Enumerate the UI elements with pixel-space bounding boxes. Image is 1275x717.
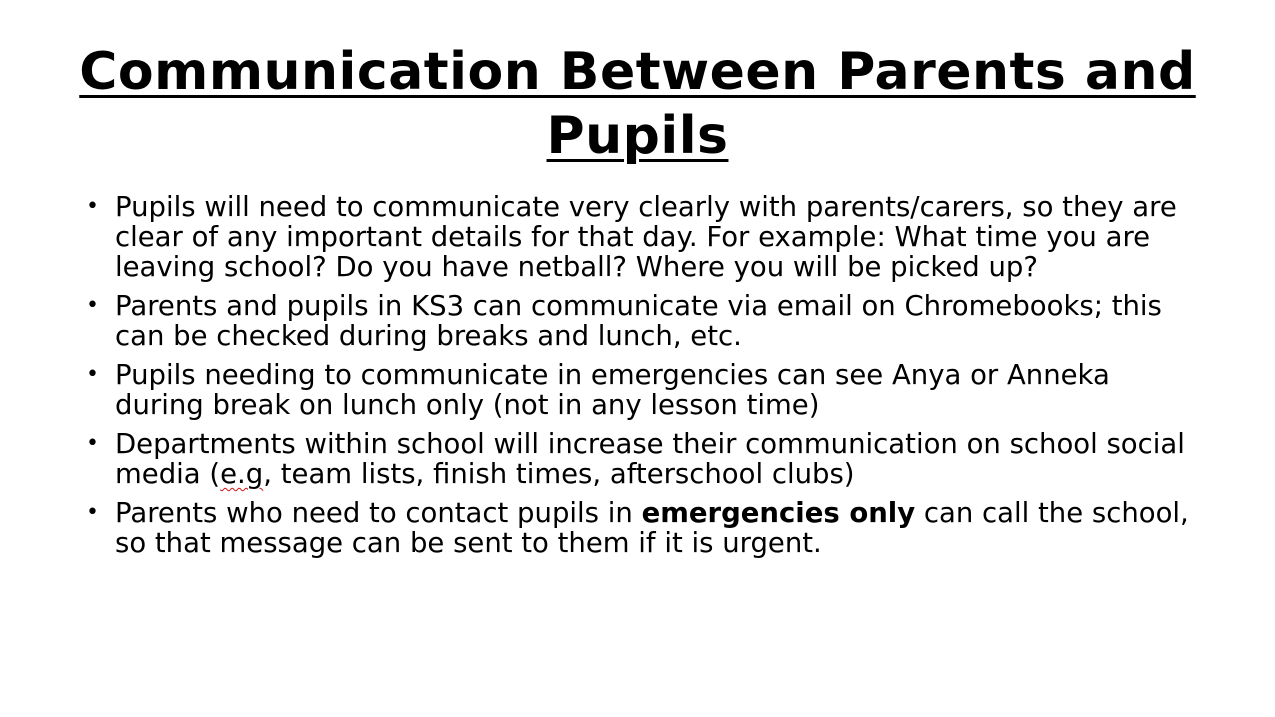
bullet-icon: • — [86, 431, 99, 456]
bullet-text-before: Parents who need to contact pupils in — [115, 497, 642, 529]
bullet-icon: • — [86, 194, 99, 219]
bullet-text — [115, 497, 1189, 559]
bullet-item — [86, 429, 1206, 489]
bullet-text-before: Departments within school will increase their communication on school social media ( — [115, 428, 1185, 490]
bullet-text — [115, 428, 1185, 490]
bullet-icon: • — [86, 500, 99, 525]
bullet-item — [86, 192, 1206, 282]
bullet-icon: • — [86, 362, 99, 387]
slide-title: Communication Between Parents and Pupils — [79, 42, 1196, 166]
emphasis-text: emergencies only — [641, 497, 916, 529]
bullet-item — [86, 291, 1206, 351]
bullet-item — [86, 498, 1206, 558]
bullet-text: Pupils needing to communicate in emergencies can see Anya or Anneka during break on lunch only (not in any lesson time) — [115, 359, 1110, 421]
spellcheck-flagged-word: e.g — [220, 458, 264, 490]
bullet-list — [86, 192, 1206, 567]
bullet-text: Pupils will need to communicate very clearly with parents/carers, so they are clear of any important details for that day. For example: What time you are leaving school? Do you have netball? Where you will be picked up? — [115, 191, 1177, 283]
bullet-text: Parents and pupils in KS3 can communicate via email on Chromebooks; this can be checked during breaks and lunch, etc. — [115, 290, 1162, 352]
bullet-text-after: can call the school, so that message can be sent to them if it is urgent. — [115, 497, 1189, 559]
bullet-text-after: , team lists, finish times, afterschool clubs) — [263, 458, 855, 490]
bullet-item — [86, 360, 1206, 420]
bullet-icon: • — [86, 293, 99, 318]
